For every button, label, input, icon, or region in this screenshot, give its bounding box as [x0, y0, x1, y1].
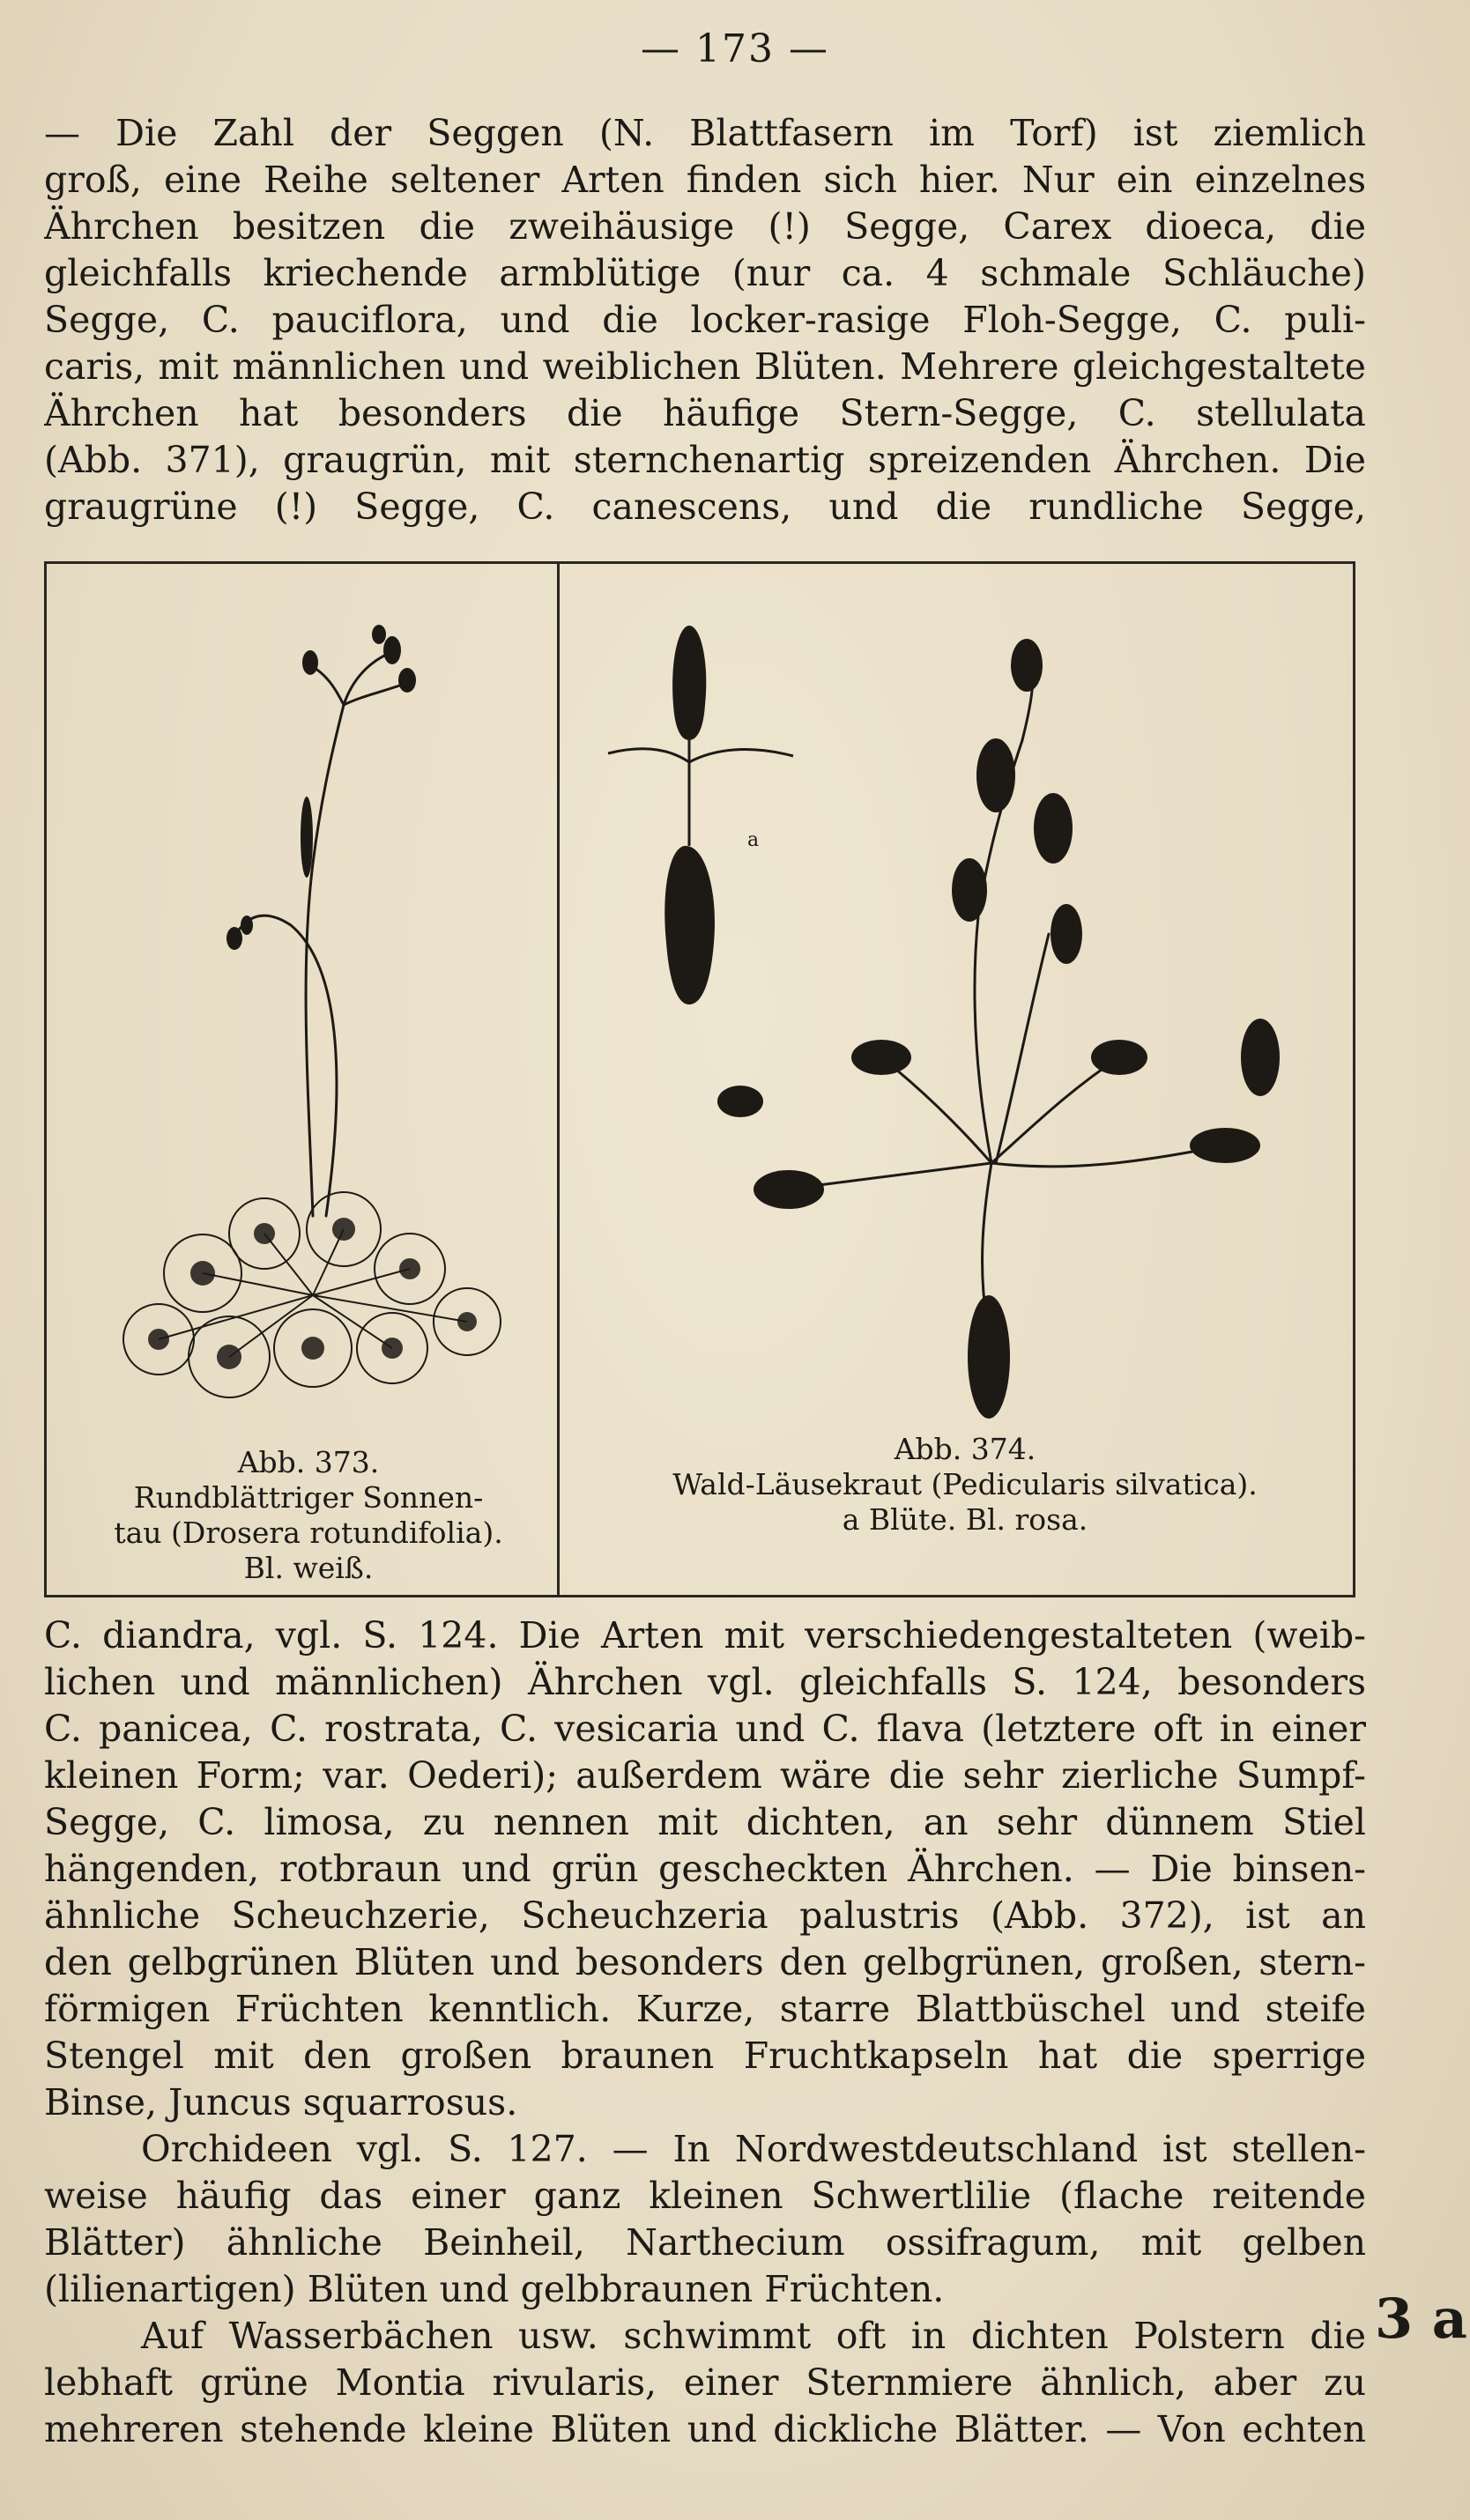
text-line: lichen und männlichen) Ährchen vgl. gleichfalls S. 124, besonders — [44, 1661, 1366, 1703]
text-line: Auf Wasserbächen usw. schwimmt oft in dichten Polstern die — [141, 2315, 1366, 2357]
text-line: kleinen Form; var. Oederi); außerdem wäre die sehr zierliche Sumpf- — [44, 1754, 1366, 1797]
text-line: Orchideen vgl. S. 127. — In Nordwestdeutschland ist stellen- — [141, 2128, 1366, 2170]
figure-plate — [44, 561, 1355, 1597]
text-line: C. panicea, C. rostrata, C. vesicaria und C. flava (letztere oft in einer — [44, 1708, 1366, 1750]
text-line: ähnliche Scheuchzerie, Scheuchzeria palustris (Abb. 372), ist an — [44, 1894, 1366, 1937]
caption-label: Abb. 374. — [894, 1432, 1036, 1466]
caption-text: Bl. weiß. — [243, 1551, 374, 1585]
text-line: graugrüne (!) Segge, C. canescens, und die rundliche Segge, — [44, 485, 1366, 528]
top-paragraph — [44, 110, 1366, 530]
caption-text: tau (Drosera rotundifolia). — [114, 1516, 503, 1550]
text-line: den gelbgrünen Blüten und besonders den gelbgrünen, großen, stern- — [44, 1941, 1366, 1983]
bottom-paragraph — [44, 1612, 1366, 2453]
frame-rule-left — [44, 564, 47, 1595]
text-line: weise häufig das einer ganz kleinen Schwertlilie (flache reitende — [44, 2175, 1366, 2217]
inset-letter-a: a — [747, 829, 760, 851]
text-line: gleichfalls kriechende armblütige (nur ca. 4 schmale Schläuche) — [44, 252, 1366, 294]
drosera-illustration — [79, 599, 538, 1419]
text-line: (Abb. 371), graugrün, mit sternchenartig spreizenden Ährchen. Die — [44, 439, 1366, 481]
text-line: groß, eine Reihe seltener Arten finden sich hier. Nur ein einzelnes — [44, 159, 1366, 201]
page-number: — 173 — — [641, 26, 829, 71]
text-line: caris, mit männlichen und weiblichen Blüten. Mehrere gleichgestaltete — [44, 345, 1366, 388]
pedicularis-illustration — [590, 599, 1348, 1419]
text-line: mehreren stehende kleine Blüten und dickliche Blätter. — Von echten — [44, 2408, 1366, 2450]
text-line: Binse, Juncus squarrosus. — [44, 2081, 518, 2123]
text-line: Blätter) ähnliche Beinheil, Narthecium ossifragum, mit gelben — [44, 2221, 1366, 2264]
margin-signature-mark: 3 a — [1375, 2287, 1467, 2351]
frame-rule-right — [1353, 564, 1355, 1595]
text-line: (lilienartigen) Blüten und gelbbraunen Früchten. — [44, 2268, 945, 2310]
text-line: Ährchen besitzen die zweihäusige (!) Segge, Carex dioeca, die — [44, 205, 1366, 248]
caption-label: Abb. 373. — [237, 1445, 380, 1479]
text-line: Stengel mit den großen braunen Fruchtkapseln hat die sperrige — [44, 2035, 1366, 2077]
text-line: hängenden, rotbraun und grün gescheckten Ährchen. — Die binsen- — [44, 1848, 1366, 1890]
frame-rule-middle — [557, 564, 560, 1595]
figure-caption-373 — [62, 1445, 555, 1586]
text-line: — Die Zahl der Seggen (N. Blattfasern im Torf) ist ziemlich — [44, 112, 1366, 154]
figure-caption-374 — [582, 1432, 1348, 1538]
text-line: Ährchen hat besonders die häufige Stern-Segge, C. stellulata — [44, 392, 1366, 434]
text-line: lebhaft grüne Montia rivularis, einer Sternmiere ähnlich, aber zu — [44, 2361, 1366, 2404]
caption-text: a Blüte. Bl. rosa. — [842, 1502, 1088, 1537]
caption-text: Wald-Läusekraut (Pedicularis silvatica). — [672, 1467, 1258, 1501]
text-line: Segge, C. pauciflora, und die locker-rasige Floh-Segge, C. puli- — [44, 299, 1366, 341]
caption-text: Rundblättriger Sonnen- — [133, 1480, 484, 1515]
text-line: förmigen Früchten kenntlich. Kurze, starre Blattbüschel und steife — [44, 1988, 1366, 2030]
text-line: C. diandra, vgl. S. 124. Die Arten mit verschiedengestalteten (weib- — [44, 1614, 1366, 1657]
text-line: Segge, C. limosa, zu nennen mit dichten, an sehr dünnem Stiel — [44, 1801, 1366, 1843]
